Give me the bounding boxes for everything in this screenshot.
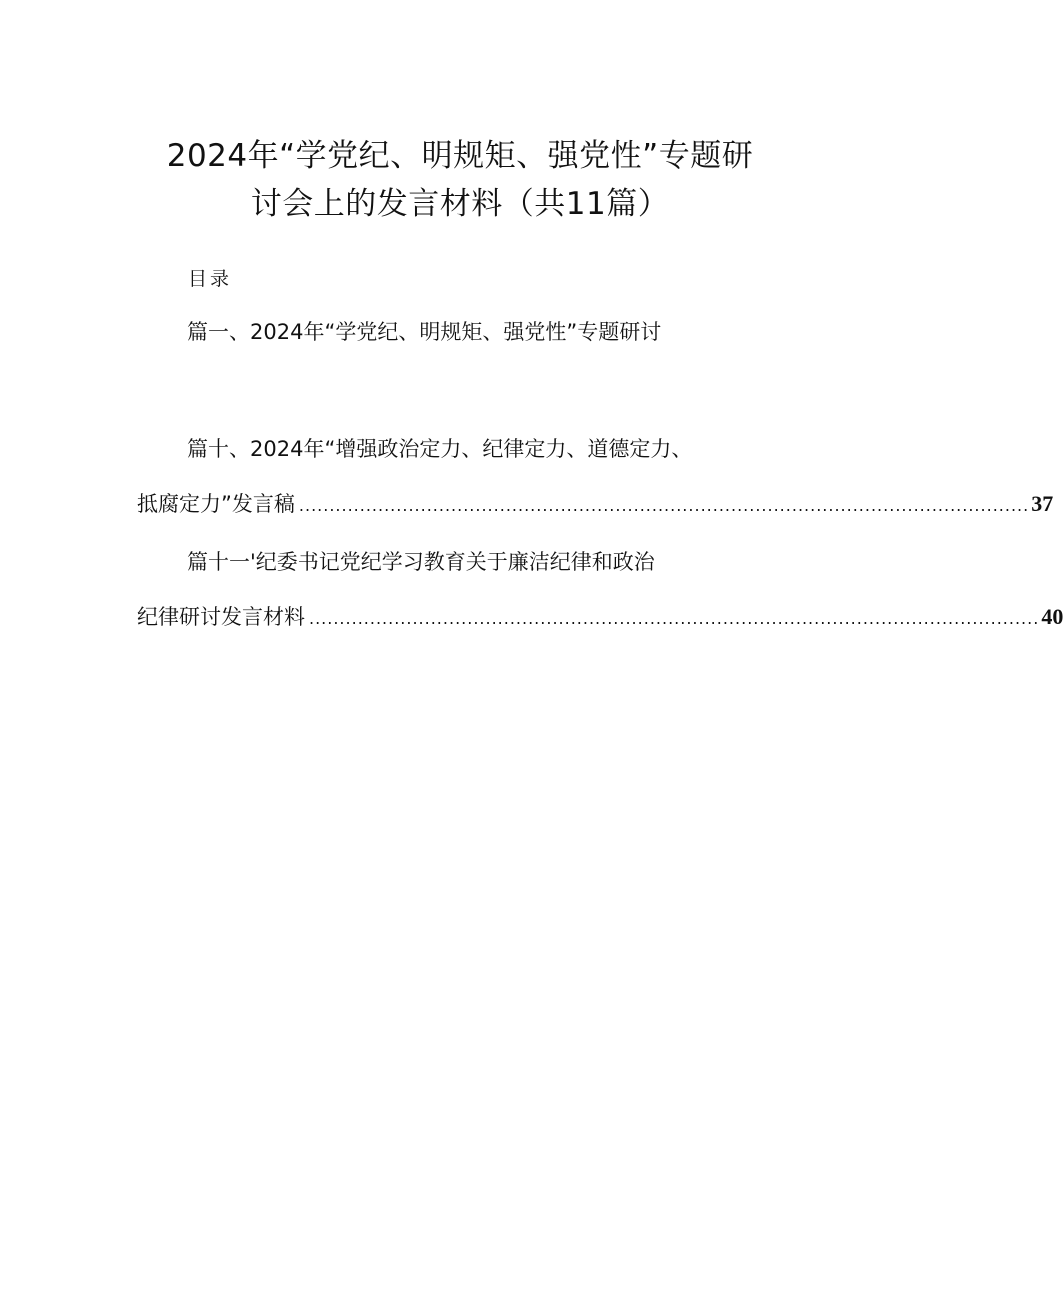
document-title-line-1: 2024年“学党纪、明规矩、强党性”专题研: [166, 138, 754, 174]
toc-heading: 目录: [188, 268, 233, 290]
toc-entry-10-page: 37: [1031, 491, 1054, 516]
toc-entry-11-line-2[interactable]: [137, 602, 1063, 634]
toc-entry-10-text: 抵腐定力”发言稿: [137, 492, 295, 516]
toc-entry-11-line-1[interactable]: 篇十一'纪委书记党纪学习教育关于廉洁纪律和政治: [187, 550, 655, 574]
toc-entry-11-text: 纪律研讨发言材料: [137, 605, 305, 629]
toc-leader-dots: ........................................................................................................................: [309, 609, 1040, 628]
document-title-line-2: 讨会上的发言材料（共11篇）: [250, 186, 670, 222]
toc-entry-11-page: 40: [1041, 604, 1063, 629]
toc-entry-10-line-2[interactable]: [137, 489, 1054, 521]
toc-entry-1[interactable]: 篇一、2024年“学党纪、明规矩、强党性”专题研讨: [187, 320, 662, 344]
toc-leader-dots: ........................................................................................................................: [298, 496, 1030, 515]
toc-entry-10-line-1[interactable]: 篇十、2024年“增强政治定力、纪律定力、道德定力、: [187, 437, 693, 461]
